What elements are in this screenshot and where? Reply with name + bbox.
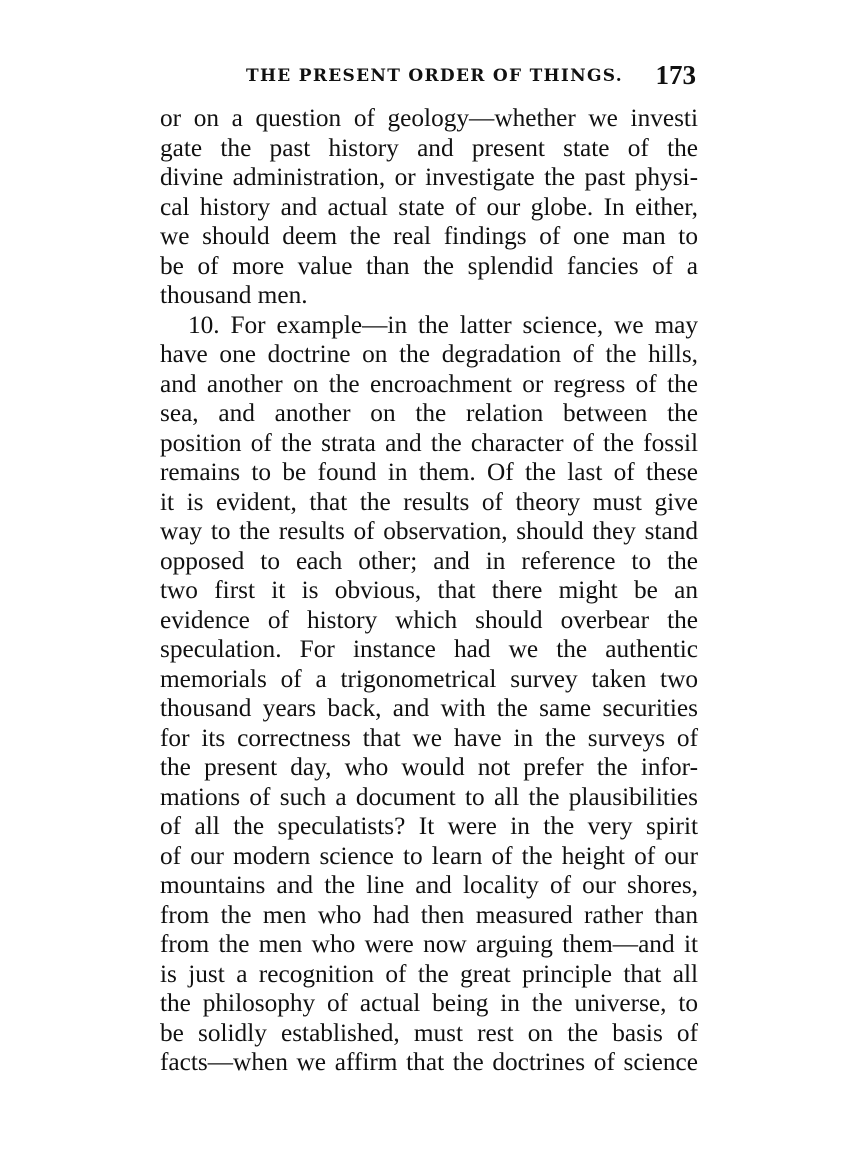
text-line: thousand men.: [160, 281, 308, 309]
text-line: is just a recognition of the great principle that all: [160, 959, 698, 988]
text-line: remains to be found in them. Of the last of these: [160, 458, 698, 486]
text-line: it is evident, that the results of theory must give: [160, 487, 698, 516]
text-line: have one doctrine on the degradation of the hills,: [160, 340, 698, 368]
text-line: and another on the encroachment or regress of the: [160, 369, 698, 398]
text-line: from the men who had then measured rather than: [160, 900, 698, 929]
text-line: mountains and the line and locality of our shores,: [160, 871, 698, 899]
text-line: mations of such a document to all the plausibilities: [160, 782, 698, 811]
text-line: cal history and actual state of our globe. In either,: [160, 192, 698, 221]
text-line: way to the results of observation, should they stand: [160, 517, 698, 545]
text-line: evidence of history which should overbear the: [160, 605, 698, 634]
text-line: we should deem the real findings of one man to: [160, 222, 698, 250]
text-line: thousand years back, and with the same securities: [160, 694, 698, 722]
text-line: be solidly established, must rest on the basis of: [160, 1018, 698, 1047]
text-line: the philosophy of actual being in the universe, to: [160, 989, 698, 1017]
text-line: sea, and another on the relation between the: [160, 399, 698, 427]
body-text: [160, 104, 698, 1078]
text-line: for its correctness that we have in the surveys of: [160, 723, 698, 752]
running-title: THE PRESENT ORDER OF THINGS.: [246, 66, 623, 86]
text-line: the present day, who would not prefer the infor-: [160, 753, 698, 781]
page-number: 173: [655, 60, 696, 90]
text-line: opposed to each other; and in reference to the: [160, 546, 698, 575]
text-line: divine administration, or investigate the past physi-: [160, 163, 698, 191]
text-line: gate the past history and present state of the: [160, 133, 698, 162]
text-line: facts—when we affirm that the doctrines of science: [160, 1048, 698, 1076]
text-line: position of the strata and the character of the fossil: [160, 428, 698, 457]
running-head: [160, 58, 700, 92]
text-line: from the men who were now arguing them—and it: [160, 930, 698, 958]
text-line: speculation. For instance had we the authentic: [160, 635, 698, 663]
paragraph-start-line: 10. For example—in the latter science, we may: [188, 310, 698, 339]
text-line: of all the speculatists? It were in the very spirit: [160, 812, 698, 840]
text-line: or on a question of geology—whether we investi: [160, 104, 698, 132]
text-line: be of more value than the splendid fancies of a: [160, 251, 698, 280]
text-line: memorials of a trigonometrical survey taken two: [160, 664, 698, 693]
text-line: two first it is obvious, that there might be an: [160, 576, 698, 604]
text-line: of our modern science to learn of the height of our: [160, 841, 698, 870]
